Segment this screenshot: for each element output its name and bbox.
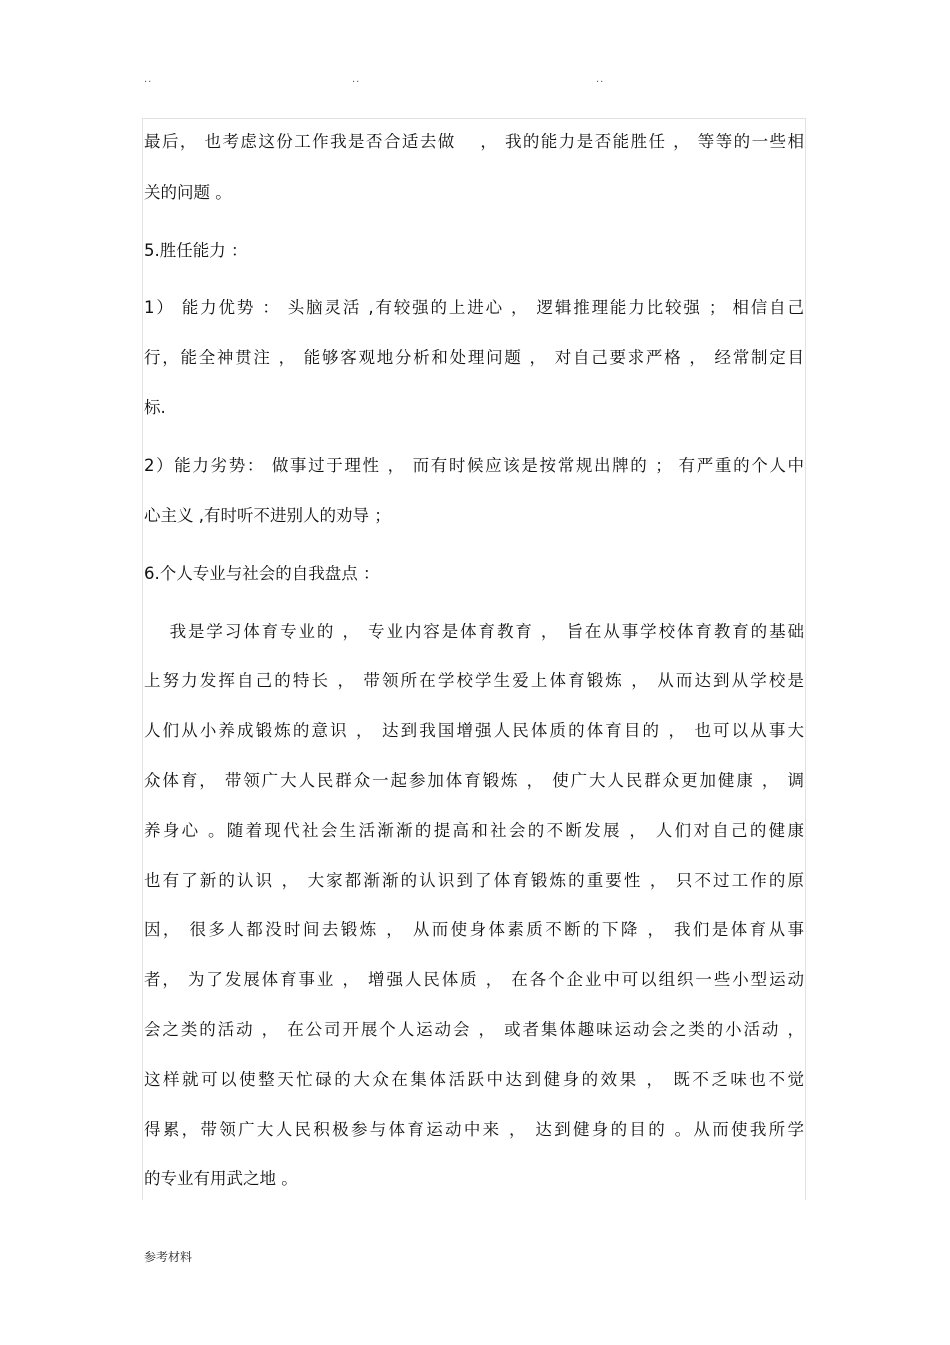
header-mark: .. <box>144 74 153 85</box>
text-line: 者， 为了发展体育事业 ， 增强人民体质 ， 在各个企业中可以组织一些小型运动 <box>144 970 804 989</box>
text-line: 我是学习体育专业的 ， 专业内容是体育教育 ， 旨在从事学校体育教育的基础 <box>144 622 804 641</box>
section-heading: 5.胜任能力 ： <box>144 241 248 260</box>
text-line: 养身心 。随着现代社会生活渐渐的提高和社会的不断发展 ， 人们对自己的健康 <box>144 821 804 840</box>
text-line: 1） 能力优势 ： 头脑灵活 ,有较强的上进心 ， 逻辑推理能力比较强 ； 相信自己 <box>144 298 804 317</box>
text-line: 关的问题 。 <box>144 183 232 202</box>
page-header <box>0 74 950 88</box>
text-line: 行，能全神贯注 ， 能够客观地分析和处理问题 ， 对自己要求严格 ， 经常制定目 <box>144 348 804 367</box>
text-line: 上努力发挥自己的特长 ， 带领所在学校学生爱上体育锻炼 ， 从而达到从学校是 <box>144 671 804 690</box>
text-line: 得累，带领广大人民积极参与体育运动中来 ， 达到健身的目的 。从而使我所学 <box>144 1120 804 1139</box>
text-line: 心主义 ,有时听不进别人的劝导 ； <box>144 506 391 525</box>
text-line: 最后， 也考虑这份工作我是否合适去做 ， 我的能力是否能胜任 ， 等等的一些相 <box>144 132 804 151</box>
text-line: 的专业有用武之地 。 <box>144 1169 298 1188</box>
text-line: 因， 很多人都没时间去锻炼 ， 从而使身体素质不断的下降 ， 我们是体育从事 <box>144 920 804 939</box>
text-line: 标. <box>144 398 166 417</box>
header-mark: .. <box>596 74 605 85</box>
text-line: 众体育， 带领广大人民群众一起参加体育锻炼 ， 使广大人民群众更加健康 ， 调 <box>144 771 804 790</box>
text-line: 会之类的活动 ， 在公司开展个人运动会 ， 或者集体趣味运动会之类的小活动 ， <box>144 1020 804 1039</box>
text-line: 人们从小养成锻炼的意识 ， 达到我国增强人民体质的体育目的 ， 也可以从事大 <box>144 721 804 740</box>
text-line: 这样就可以使整天忙碌的大众在集体活跃中达到健身的效果 ， 既不乏味也不觉 <box>144 1070 804 1089</box>
text-line: 也有了新的认识 ， 大家都渐渐的认识到了体育锻炼的重要性 ， 只不过工作的原 <box>144 871 804 890</box>
header-mark: .. <box>352 74 361 85</box>
page-footer: 参考材料 <box>144 1250 193 1264</box>
text-line: 2）能力劣势： 做事过于理性 ， 而有时候应该是按常规出牌的 ； 有严重的个人中 <box>144 456 804 475</box>
section-heading: 6.个人专业与社会的自我盘点 ： <box>144 564 380 583</box>
